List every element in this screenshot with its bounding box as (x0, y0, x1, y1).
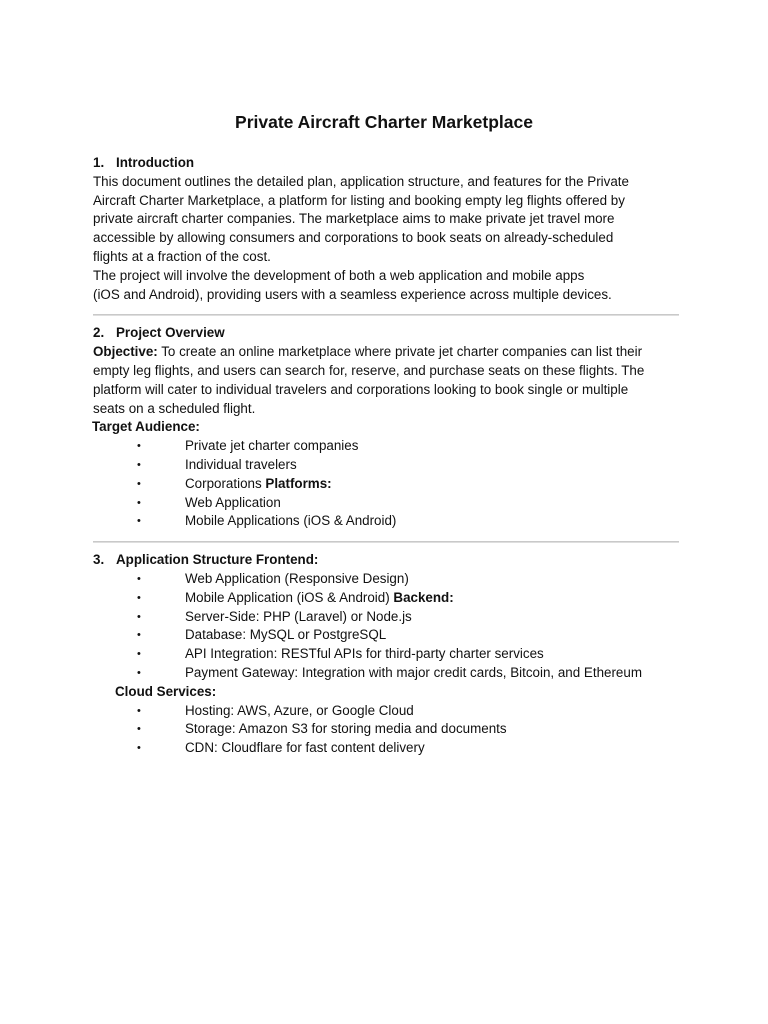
bullet-icon: • (137, 477, 141, 490)
platforms-label: Platforms: (265, 475, 332, 491)
bullet-icon: • (137, 610, 141, 623)
text-line: This document outlines the detailed plan, application structure, and features for the Private (93, 173, 629, 189)
bullet-icon: • (137, 572, 141, 585)
bullet-icon: • (137, 629, 141, 642)
list-item-text: Payment Gateway: Integration with major credit cards, Bitcoin, and Ethereum (185, 664, 642, 680)
document-title: Private Aircraft Charter Marketplace (235, 112, 533, 132)
objective-label: Objective: (93, 344, 158, 360)
bullet-icon: • (137, 704, 141, 717)
section-title: Project Overview (116, 325, 225, 341)
section-heading-application-structure (93, 551, 693, 570)
text-line: The project will involve the development of both a web application and mobile apps (93, 267, 585, 283)
bullet-icon: • (137, 648, 141, 661)
text-line: empty leg flights, and users can search for, reserve, and purchase seats on these flights. The (93, 362, 645, 378)
text-line: Aircraft Charter Marketplace, a platform for listing and booking empty leg flights offered by (93, 192, 625, 208)
section-heading-introduction (93, 154, 693, 173)
list-item-text: Server-Side: PHP (Laravel) or Node.js (185, 608, 412, 624)
list-item (93, 739, 693, 758)
intro-paragraph-1 (93, 173, 693, 267)
list-item-text: Private jet charter companies (185, 438, 359, 454)
list-item (93, 720, 693, 739)
bullet-icon: • (137, 591, 141, 604)
list-item-text: Web Application (185, 494, 281, 510)
section-divider (93, 541, 679, 543)
list-item (93, 475, 693, 494)
list-item-text: API Integration: RESTful APIs for third-party charter services (185, 646, 544, 662)
bullet-icon: • (137, 666, 141, 679)
text-line: private aircraft charter companies. The marketplace aims to make private jet travel more (93, 211, 615, 227)
bullet-icon: • (137, 515, 141, 528)
backend-label: Backend: (393, 589, 454, 605)
bullet-icon: • (137, 458, 141, 471)
bullet-icon: • (137, 496, 141, 509)
list-item (93, 570, 693, 589)
bullet-icon: • (137, 440, 141, 453)
text-line: (iOS and Android), providing users with a seamless experience across multiple devices. (93, 286, 612, 302)
text-line (93, 343, 693, 362)
list-item (93, 664, 693, 683)
text-line: accessible by allowing consumers and corporations to book seats on already-scheduled (93, 230, 614, 246)
list-item (93, 589, 693, 608)
list-item (93, 437, 693, 456)
list-item-text: Web Application (Responsive Design) (185, 570, 409, 586)
objective-text: To create an online marketplace where private jet charter companies can list their (157, 344, 643, 360)
document-body (93, 154, 693, 758)
list-item-text: Hosting: AWS, Azure, or Google Cloud (185, 702, 414, 718)
text-line: seats on a scheduled flight. (93, 400, 256, 416)
section-title: Application Structure Frontend: (116, 552, 319, 568)
section-title: Introduction (116, 155, 195, 170)
cloud-services-label: Cloud Services: (115, 683, 217, 699)
list-item (93, 494, 693, 513)
text-line: flights at a fraction of the cost. (93, 248, 271, 264)
list-item-text: Corporations (185, 475, 266, 491)
cloud-services-list (93, 702, 693, 758)
list-item-text: Database: MySQL or PostgreSQL (185, 627, 387, 643)
section-number: 2. (93, 325, 105, 341)
bullet-icon: • (137, 742, 141, 755)
text-line: platform will cater to individual travelers and corporations looking to book single or multiple (93, 381, 629, 397)
target-audience-list (93, 437, 693, 531)
list-item (93, 512, 693, 531)
frontend-backend-list (93, 570, 693, 683)
list-item (93, 456, 693, 475)
section-number: 3. (93, 552, 105, 568)
bullet-icon: • (137, 723, 141, 736)
list-item-text: Mobile Applications (iOS & Android) (185, 513, 397, 529)
target-audience-label: Target Audience: (92, 419, 200, 435)
list-item (93, 645, 693, 664)
list-item (93, 702, 693, 721)
list-item-text: Individual travelers (185, 456, 297, 472)
section-number: 1. (93, 155, 105, 170)
list-item-text: CDN: Cloudflare for fast content delivery (185, 740, 425, 756)
list-item (93, 608, 693, 627)
list-item-text: Mobile Application (iOS & Android) (185, 589, 394, 605)
intro-paragraph-2 (93, 267, 693, 305)
objective-paragraph (93, 343, 693, 418)
list-item-text: Storage: Amazon S3 for storing media and documents (185, 721, 507, 737)
section-divider (93, 314, 679, 316)
list-item (93, 626, 693, 645)
section-heading-project-overview (93, 324, 693, 343)
